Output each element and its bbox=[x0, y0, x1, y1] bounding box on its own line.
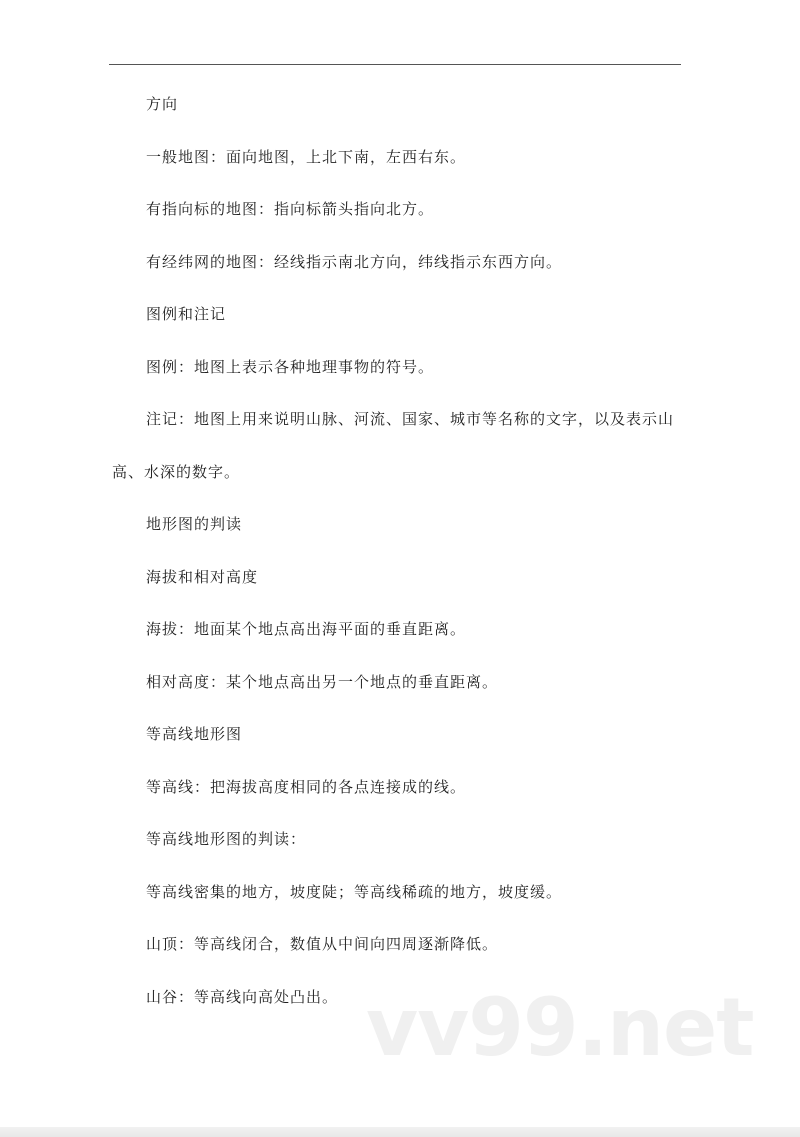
paragraph-altitude-heading: 海拔和相对高度 bbox=[146, 567, 259, 586]
paragraph-terrain-heading: 地形图的判读 bbox=[146, 515, 243, 533]
paragraph-summit: 山顶：等高线闭合，数值从中间向四周逐渐降低。 bbox=[146, 935, 499, 953]
watermark-text: vv99.net bbox=[366, 981, 754, 1074]
paragraph-altitude: 海拔：地面某个地点高出海平面的垂直距离。 bbox=[146, 620, 467, 638]
paragraph-annotation: 注记：地图上用来说明山脉、河流、国家、城市等名称的文字，以及表示山高、水深的数字。 bbox=[112, 410, 675, 481]
paragraph-slope: 等高线密集的地方，坡度陡；等高线稀疏的地方，坡度缓。 bbox=[146, 882, 563, 901]
page-bottom-edge bbox=[0, 1127, 800, 1137]
paragraph-legend: 图例：地图上表示各种地理事物的符号。 bbox=[146, 357, 435, 376]
paragraph-legend-heading: 图例和注记 bbox=[146, 305, 227, 323]
paragraph-general-map: 一般地图：面向地图，上北下南，左西右东。 bbox=[146, 147, 467, 166]
paragraph-direction-heading: 方向 bbox=[146, 95, 179, 113]
paragraph-graticule-map: 有经纬网的地图：经线指示南北方向，纬线指示东西方向。 bbox=[146, 252, 563, 271]
paragraph-contour-line: 等高线：把海拔高度相同的各点连接成的线。 bbox=[146, 777, 467, 796]
document-body bbox=[112, 78, 684, 1023]
header-rule bbox=[109, 64, 681, 65]
paragraph-contour-reading: 等高线地形图的判读： bbox=[146, 830, 307, 848]
paragraph-pointer-map: 有指向标的地图：指向标箭头指向北方。 bbox=[146, 200, 435, 218]
paragraph-valley: 山谷：等高线向高处凸出。 bbox=[146, 987, 339, 1006]
paragraph-contour-map-heading: 等高线地形图 bbox=[146, 725, 243, 743]
paragraph-relative-height: 相对高度：某个地点高出另一个地点的垂直距离。 bbox=[146, 672, 499, 691]
